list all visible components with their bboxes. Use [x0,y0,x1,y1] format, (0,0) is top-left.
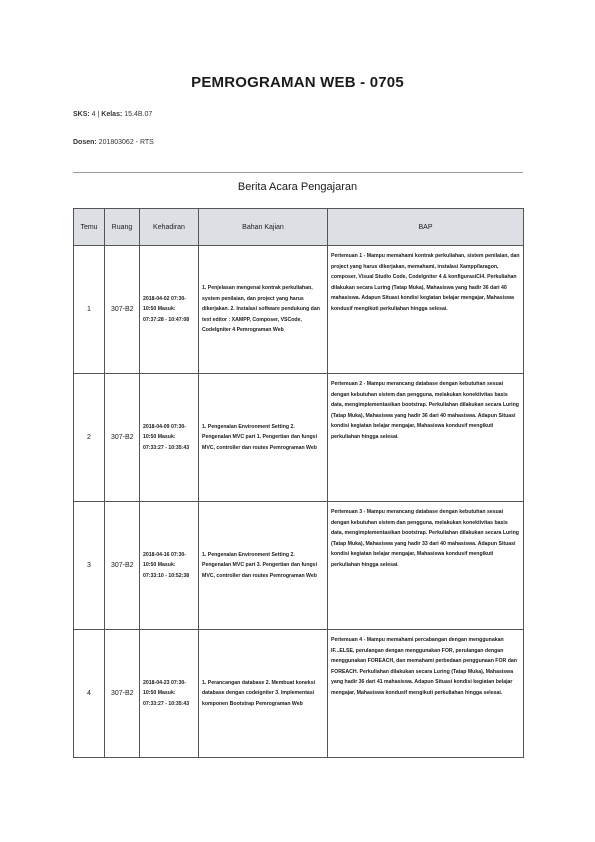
dosen-value: 201803062 - RTS [96,139,154,146]
lecturer-meta [73,139,154,146]
header-temu: Temu [74,209,105,246]
cell-ruang: 307-B2 [105,374,140,502]
cell-kehadiran: 2018-04-09 07:30-10:50 Masuk: 07:33:27 - 10:35:43 [140,374,199,502]
header-bap: BAP [328,209,524,246]
kelas-label: Kelas: [101,111,123,118]
cell-bahan-kajian: 1. Pengenalan Environment Setting 2. Pengenalan MVC part 1. Pengertian dan fungsi MVC, controller dan routes Pemrograman Web [199,374,328,502]
cell-bahan-kajian: 1. Penjelasan mengenai kontrak perkuliahan, system penilaian, dan project yang harus dikerjakan. 2. Instalasi software pendukung dan text editor : XAMPP, Composer, VSCode, CodeIgniter 4 Pemrograman Web [199,246,328,374]
divider [73,172,523,173]
cell-temu: 3 [74,502,105,630]
cell-bap: Pertemuan 1 - Mampu memahami kontrak perkuliahan, sistem penilaian, dan project yang harus dikerjakan, memahami, instalasi Xampp/laragon, composer, Visual Studio Code, CodeIgniter 4 & konfigurasiCI4. Perkuliahan dilakukan secara Luring (Tatap Muka), Mahasiswa yang hadir 36 dari 40 mahasiswa. Adapun Situasi kondisi kegiatan belajar mengajar, Mahasiswa kondusif mengikuti perkuliahan hingga selesai. [328,246,524,374]
dosen-label: Dosen: [73,139,97,146]
cell-kehadiran: 2018-04-16 07:30-10:50 Masuk: 07:33:10 - 10:52:38 [140,502,199,630]
table-header-row [74,209,524,246]
cell-ruang: 307-B2 [105,246,140,374]
kelas-value: 15.4B.07 [122,111,153,118]
cell-bahan-kajian: 1. Pengenalan Environment Setting 2. Pengenalan MVC part 3. Pengertian dan fungsi MVC, controller dan routes Pemrograman Web [199,502,328,630]
header-ruang: Ruang [105,209,140,246]
table-row [74,246,524,374]
cell-bap: Pertemuan 4 - Mampu memahami percabangan dengan menggunakan IF...ELSE, perulangan dengan menggunakan FOR, perulangan dengan menggunakan FOREACH, dan memahami perbedaan penggunaan FOR dan FOREACH. Perkuliahan dilakukan secara Luring (Tatap Muka), Mahasiswa yang hadir 36 dari 41 mahasiswa. Adapun Situasi kondisi kegiatan belajar mengajar, Mahasiswa kondusif mengikuti perkuliahan hingga selesai. [328,630,524,758]
cell-temu: 4 [74,630,105,758]
cell-ruang: 307-B2 [105,502,140,630]
cell-ruang: 307-B2 [105,630,140,758]
cell-kehadiran: 2018-04-02 07:30-10:50 Masuk: 07:37:28 - 10:47:08 [140,246,199,374]
page-title: PEMROGRAMAN WEB - 0705 [191,74,404,91]
table-row [74,502,524,630]
teaching-record-table [73,208,524,758]
cell-temu: 1 [74,246,105,374]
cell-temu: 2 [74,374,105,502]
course-meta [73,111,152,118]
header-bahan-kajian: Bahan Kajian [199,209,328,246]
cell-bahan-kajian: 1. Perancangan database 2. Membuat koneksi database dengan codeigniter 3. Implementasi komponen Bootstrap Pemrograman Web [199,630,328,758]
section-title: Berita Acara Pengajaran [237,181,358,193]
header-kehadiran: Kehadiran [140,209,199,246]
cell-kehadiran: 2018-04-23 07:30-10:50 Masuk: 07:33:27 - 10:35:43 [140,630,199,758]
table-row [74,630,524,758]
sks-value: 4 | [89,111,102,118]
sks-label: SKS: [73,111,90,118]
table-row [74,374,524,502]
cell-bap: Pertemuan 3 - Mampu merancang database dengan kebutuhan sesuai dengan kebutuhan sistem dan pengguna, melakukan konektivitas basis data, mengimplementasikan bootstrap. Perkuliahan dilakukan secara Luring (Tatap Muka), Mahasiswa yang hadir 33 dari 40 mahasiswa. Adapun Situasi kondisi kegiatan belajar mengajar, Mahasiswa kondusif mengikuti perkuliahan hingga selesai. [328,502,524,630]
cell-bap: Pertemuan 2 - Mampu merancang database dengan kebutuhan sesuai dengan kebutuhan sistem dan pengguna, melakukan konektivitas basis data, mengimplementasikan bootstrap. Perkuliahan dilakukan secara Luring (Tatap Muka), Mahasiswa yang hadir 36 dari 40 mahasiswa. Adapun Situasi kondisi kegiatan belajar mengajar, Mahasiswa kondusif mengikuti perkuliahan hingga selesai. [328,374,524,502]
